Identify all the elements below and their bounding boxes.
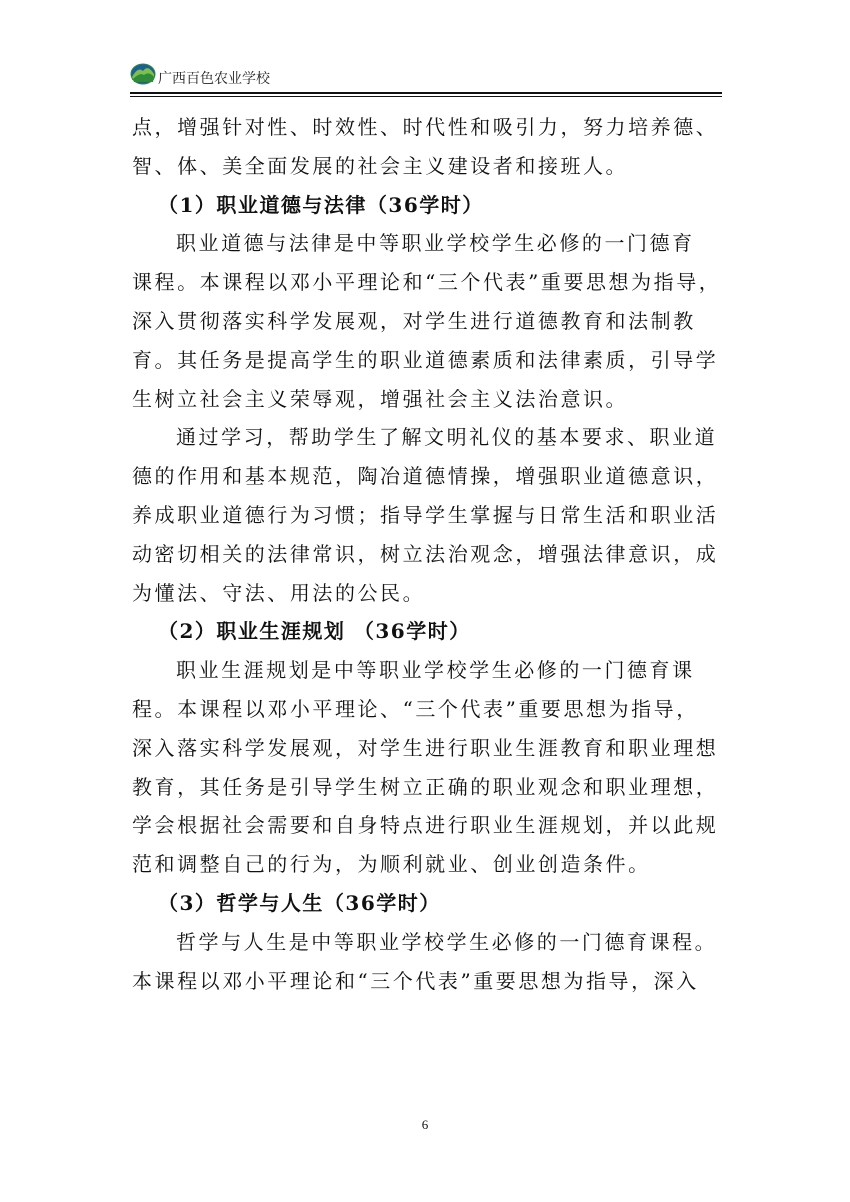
paragraph-line: 养成职业道德行为习惯；指导学生掌握与日常生活和职业活	[132, 502, 719, 527]
document-body	[132, 108, 724, 1000]
school-name: 广西百色农业学校	[158, 71, 270, 87]
paragraph-line: 通过学习，帮助学生了解文明礼仪的基本要求、职业道	[176, 425, 718, 450]
paragraph-line: 深入落实科学发展观，对学生进行职业生涯教育和职业理想	[132, 735, 719, 760]
paragraph-line: 程。本课程以邓小平理论、“三个代表”重要思想为指导，	[132, 696, 699, 721]
paragraph-line: 生树立社会主义荣辱观，增强社会主义法治意识。	[132, 386, 629, 411]
header-rule-thin	[130, 96, 722, 97]
school-logo-icon	[130, 60, 156, 86]
paragraph-line: 学会根据社会需要和自身特点进行职业生涯规划，并以此规	[132, 813, 719, 838]
section-heading: （1）职业道德与法律（36学时）	[158, 192, 484, 217]
paragraph-line: 智、体、美全面发展的社会主义建设者和接班人。	[132, 153, 629, 178]
paragraph-line: 课程。本课程以邓小平理论和“三个代表”重要思想为指导，	[132, 270, 722, 295]
paragraph-line: 范和调整自己的行为，为顺利就业、创业创造条件。	[132, 852, 651, 877]
header-rule-thick	[130, 92, 722, 94]
paragraph-line: 职业生涯规划是中等职业学校学生必修的一门德育课	[176, 658, 695, 683]
paragraph-line: 为懂法、守法、用法的公民。	[132, 580, 426, 605]
paragraph-line: 深入贯彻落实科学发展观，对学生进行道德教育和法制教	[132, 308, 696, 333]
paragraph-line: 德的作用和基本规范，陶冶道德情操，增强职业道德意识，	[132, 464, 719, 489]
paragraph-line: 育。其任务是提高学生的职业道德素质和法律素质，引导学	[132, 347, 719, 372]
paragraph-line: 动密切相关的法律常识，树立法治观念，增强法律意识，成	[132, 541, 719, 566]
paragraph-line: 职业道德与法律是中等职业学校学生必修的一门德育	[176, 231, 695, 256]
section-heading: （2）职业生涯规划 （36学时）	[158, 619, 471, 644]
page-header	[130, 58, 722, 94]
page-number: 6	[421, 1117, 429, 1132]
paragraph-line: 教育，其任务是引导学生树立正确的职业观念和职业理想，	[132, 774, 719, 799]
paragraph-line: 本课程以邓小平理论和“三个代表”重要思想为指导，深入	[132, 968, 699, 993]
section-heading: （3）哲学与人生（36学时）	[158, 890, 441, 915]
paragraph-line: 哲学与人生是中等职业学校学生必修的一门德育课程。	[176, 929, 718, 954]
paragraph-line: 点，增强针对性、时效性、时代性和吸引力，努力培养德、	[132, 115, 719, 139]
